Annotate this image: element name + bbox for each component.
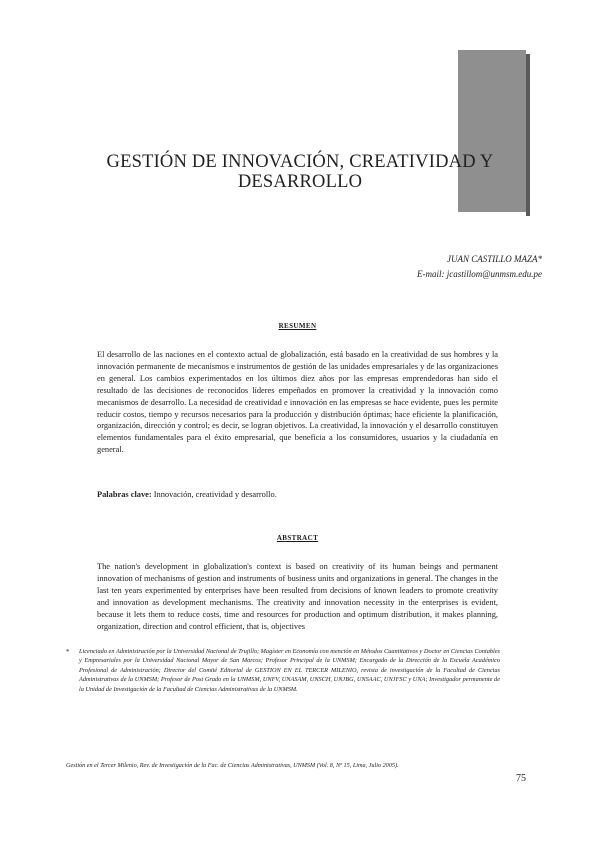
journal-citation: Gestión en el Tercer Milenio, Rev. de Investigación de la Fac. de Ciencias Administrativas, UNMSM (Vol. 8, Nº 15, Lima, Julio 2005). (66, 762, 399, 769)
keywords-text: Innovación, creatividad y desarrollo. (151, 490, 277, 499)
author-name: JUAN CASTILLO MAZA* (446, 254, 542, 264)
article-title: GESTIÓN DE INNOVACIÓN, CREATIVIDAD Y DESARROLLO (106, 152, 494, 193)
resumen-body: El desarrollo de las naciones en el contexto actual de globalización, está basado en la creatividad de sus hombres y la innovación permanente de mecanismos e instrumentos de gestión de las unidades empresariales y de las organizaciones en general. Los cambios experimentados en los últimos diez años por las empresas emprendedoras han sido el resultado de las decisiones de reconocidos líderes empeñados en promover la creatividad y la innovación como mecanismos de desarrollo. La necesidad de creatividad e innovación en las empresas se hace evidente, pues les permite reducir costos, tiempo y recursos necesarios para la producción y distribución óptimas; hace eficiente la planificación, organización, dirección y control; es decir, se logran objetivos. La creatividad, la innovación y el desarrollo constituyen elementos fundamentales para el éxito empresarial, que beneficia a los consumidores, usuarios y la ciudadanía en general. (97, 350, 498, 455)
abstract-heading: ABSTRACT (276, 534, 319, 542)
abstract-body: The nation's development in globalization's context is based on creativity of its human beings and permanent innovation of mechanisms of gestion and instruments of business units and organizations in general. The changes in the last ten years experimented by enterprises have been resulted from decisions of known leaders to promote creativity and innovation as development mechanisms. The creativity and innovation necessity in the enterprises is evident, because it lets them to reduce costs, time and resources for production and optimum distribution, it makes planning, organization, direction and control efficient, that is, objectives (97, 562, 498, 631)
keywords-label: Palabras clave: (97, 490, 152, 499)
page-number: 75 (516, 773, 526, 784)
author-footnote: Licenciado en Administración por la Universidad Nacional de Trujillo; Magíster en Economía con mención en Métodos Cuantitativos y Doctor en Ciencias Contables y Empresariales por la Universidad Nacional Mayor de San Marcos; Profesor Principal de la UNMSM; Encargado de la Dirección de la Escuela Académico Profesional de Administración; Director del Comité Editorial de GESTION EN EL TERCER MILENIO, revista de investigación de la Facultad de Ciencias Administrativas de la UNMSM; Profesor de Post Grado en la UNMSM, UNFV, UNASAM, UNSCH, UNJBG, UNSAAC, UNJFSC y UNA; Investigador permanente de la Unidad de Investigación de la Facultad de Ciencias Administrativas de la UNMSM. (79, 648, 500, 693)
footnote-mark: * (66, 648, 70, 656)
resumen-heading: RESUMEN (278, 322, 317, 330)
author-email: E-mail: jcastillom@unmsm.edu.pe (416, 269, 542, 279)
keywords-line (97, 489, 498, 501)
